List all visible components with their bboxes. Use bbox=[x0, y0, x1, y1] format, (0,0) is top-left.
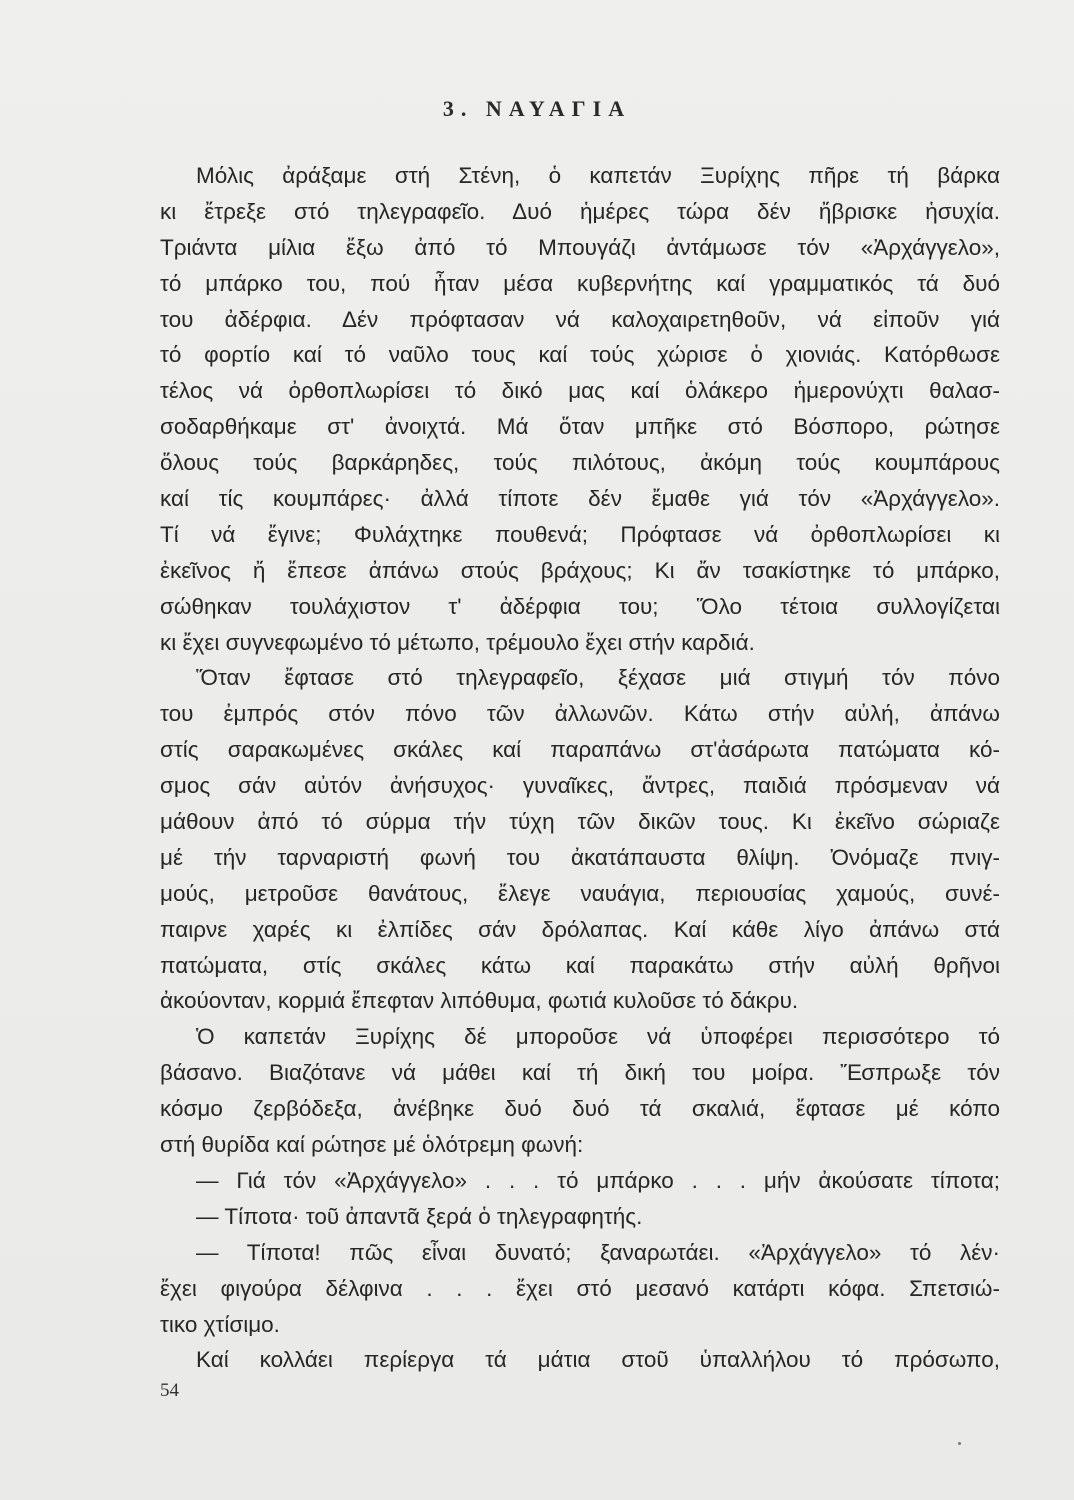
text-line: μούς, μετροῦσε θανάτους, ἔλεγε ναυάγια, περιουσίας χαμούς, συνέ- bbox=[160, 880, 1000, 906]
text-line: σοδαρθήκαμε στ' ἀνοιχτά. Μά ὅταν μπῆκε στό Βόσπορο, ρώτησε bbox=[160, 414, 1000, 440]
text-line: μέ τήν ταρναριστή φωνή του ἀκατάπαυστα θλίψη. Ὀνόμαζε πνιγ- bbox=[160, 844, 1000, 870]
text-line: κι ἔχει συγνεφωμένο τό μέτωπο, τρέμουλο ἔχει στήν καρδιά. bbox=[160, 629, 755, 655]
text-line: Ὅταν ἔφτασε στό τηλεγραφεῖο, ξέχασε μιά στιγμή τόν πόνο bbox=[196, 665, 1000, 691]
paper-speck bbox=[958, 1442, 961, 1445]
text-line: τικο χτίσιμο. bbox=[160, 1311, 280, 1337]
text-line: παιρνε χαρές κι ἐλπίδες σάν δρόλαπας. Καί κάθε λίγο ἀπάνω στά bbox=[160, 916, 1000, 942]
text-line: καί τίς κουμπάρες· ἀλλά τίποτε δέν ἔμαθε γιά τόν «Ἀρχάγγελο». bbox=[160, 486, 1000, 512]
text-line: τέλος νά ὀρθοπλωρίσει τό δικό μας καί ὁλάκερο ἡμερονύχτι θαλασ- bbox=[160, 378, 1000, 404]
text-line: Τριάντα μίλια ἔξω ἀπό τό Μπουγάζι ἀντάμωσε τόν «Ἀρχάγγελο», bbox=[160, 234, 1000, 260]
text-line: πατώματα, στίς σκάλες κάτω καί παρακάτω στήν αὐλή θρῆνοι bbox=[160, 952, 1000, 978]
text-line: στή θυρίδα καί ρώτησε μέ ὁλότρεμη φωνή: bbox=[160, 1132, 584, 1158]
text-line: σώθηκαν τουλάχιστον τ' ἀδέρφια του; Ὅλο τέτοια συλλογίζεται bbox=[160, 593, 1000, 619]
text-line: βάσανο. Βιαζότανε νά μάθει καί τή δική του μοίρα. Ἔσπρωξε τόν bbox=[160, 1060, 1000, 1086]
chapter-title: 3. ΝΑΥΑΓΙΑ bbox=[442, 96, 632, 121]
text-line: του ἐμπρός στόν πόνο τῶν ἀλλωνῶν. Κάτω στήν αὐλή, ἀπάνω bbox=[160, 701, 1000, 727]
text-line: Καί κολλάει περίεργα τά μάτια στοῦ ὑπαλλήλου τό πρόσωπο, bbox=[196, 1347, 1000, 1373]
page-number: 54 bbox=[160, 1380, 179, 1401]
text-line: Ὁ καπετάν Ξυρίχης δέ μποροῦσε νά ὑποφέρει περισσότερο τό bbox=[196, 1024, 1000, 1050]
body-text bbox=[160, 158, 1000, 1378]
text-line: τό μπάρκο του, πού ἦταν μέσα κυβερνήτης καί γραμματικός τά δυό bbox=[160, 270, 1000, 296]
text-line: ἐκεῖνος ἤ ἔπεσε ἀπάνω στούς βράχους; Κι ἄν τσακίστηκε τό μπάρκο, bbox=[160, 557, 1000, 583]
text-line: Μόλις ἀράξαμε στή Στένη, ὁ καπετάν Ξυρίχης πῆρε τή βάρκα bbox=[196, 163, 1000, 188]
text-line: — Τίποτα· τοῦ ἀπαντᾶ ξερά ὁ τηλεγραφητής. bbox=[196, 1203, 643, 1229]
text-line: ὅλους τούς βαρκάρηδες, τούς πιλότους, ἀκόμη τούς κουμπάρους bbox=[160, 450, 1000, 476]
text-line: ἔχει φιγούρα δέλφινα . . . ἔχει στό μεσανό κατάρτι κόφα. Σπετσιώ- bbox=[160, 1275, 1000, 1301]
text-line: κι ἔτρεξε στό τηλεγραφεῖο. Δυό ἡμέρες τώρα δέν ἤβρισκε ἡσυχία. bbox=[160, 198, 1000, 224]
text-line: — Τίποτα! πῶς εἶναι δυνατό; ξαναρωτάει. «Ἀρχάγγελο» τό λέν· bbox=[196, 1239, 1000, 1265]
text-line: κόσμο ζερβόδεξα, ἀνέβηκε δυό δυό τά σκαλιά, ἔφτασε μέ κόπο bbox=[160, 1096, 1000, 1122]
text-line: μάθουν ἀπό τό σύρμα τήν τύχη τῶν δικῶν τους. Κι ἐκεῖνο σώριαζε bbox=[160, 809, 1000, 835]
text-line: Τί νά ἔγινε; Φυλάχτηκε πουθενά; Πρόφτασε νά ὀρθοπλωρίσει κι bbox=[160, 521, 1000, 547]
text-line: τό φορτίο καί τό ναῦλο τους καί τούς χώρισε ὁ χιονιάς. Κατόρθωσε bbox=[160, 342, 1000, 368]
text-line: του ἀδέρφια. Δέν πρόφτασαν νά καλοχαιρετηθοῦν, νά εἰποῦν γιά bbox=[160, 306, 1000, 332]
text-line: στίς σαρακωμένες σκάλες καί παραπάνω στ'ἀσάρωτα πατώματα κό- bbox=[160, 737, 1000, 763]
text-line: σμος σάν αὐτόν ἀνήσυχος· γυναῖκες, ἄντρες, παιδιά πρόσμεναν νά bbox=[160, 773, 1000, 799]
text-line: — Γιά τόν «Ἀρχάγγελο» . . . τό μπάρκο . . . μήν ἀκούσατε τίποτα; bbox=[196, 1167, 1000, 1193]
text-line: ἀκούονταν, κορμιά ἔπεφταν λιπόθυμα, φωτιά κυλοῦσε τό δάκρυ. bbox=[160, 988, 799, 1014]
